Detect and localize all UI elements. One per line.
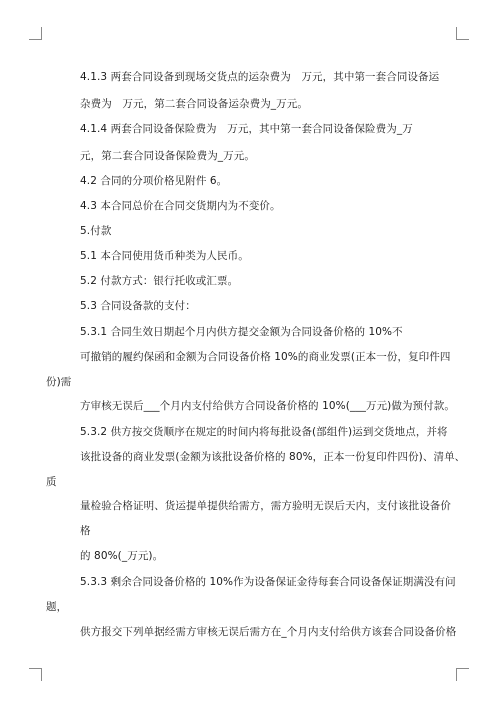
paragraph-5-3-3-line-2: 题， [46, 601, 68, 613]
paragraph-4-3: 4.3 本合同总价在合同交货期内为不变价。 [80, 200, 281, 212]
paragraph-4-1-4-line-2: 元，第二套合同设备保险费为_万元。 [80, 150, 255, 162]
paragraph-5-3: 5.3 合同设备款的支付： [80, 300, 196, 312]
paragraph-5-3-2-line-1: 5.3.2 供方按交货顺序在规定的时间内将每批设备(部组件)运到交货地点，并将 [80, 426, 448, 438]
paragraph-5-3-3-line-1: 5.3.3 剩余合同设备价格的 10%作为设备保证金待每套合同设备保证期满没有问 [80, 576, 456, 588]
paragraph-5-3-2-line-5: 格 [80, 525, 91, 537]
paragraph-4-1-3-line-2: 杂费为 万元，第二套合同设备运杂费为_万元。 [80, 98, 308, 110]
crop-mark-bottom-left [29, 668, 42, 681]
crop-mark-top-right [456, 27, 469, 40]
section-heading-5: 5.付款 [80, 225, 112, 237]
paragraph-5-3-1-line-4: 方审核无误后___个月内支付给供方合同设备价格的 10%(___万元)做为预付款。 [80, 400, 455, 412]
crop-mark-top-left [29, 27, 42, 40]
paragraph-5-3-2-line-3: 质 [46, 476, 57, 488]
paragraph-5-3-2-line-2: 该批设备的商业发票(金额为该批设备价格的 80%，正本一份复印件四份)、清单、 [80, 451, 466, 463]
paragraph-4-1-4-line-1: 4.1.4 两套合同设备保险费为 万元，其中第一套合同设备保险费为_万 [80, 123, 413, 135]
paragraph-5-1: 5.1 本合同使用货币种类为人民币。 [80, 250, 249, 262]
paragraph-4-1-3-line-1: 4.1.3 两套合同设备到现场交货点的运杂费为 万元，其中第一套合同设备运 [80, 71, 440, 83]
paragraph-5-2: 5.2 付款方式：银行托收或汇票。 [80, 275, 239, 287]
paragraph-4-2: 4.2 合同的分项价格见附件 6。 [80, 175, 228, 187]
paragraph-5-3-1-line-2: 可撤销的履约保函和金额为合同设备价格 10%的商业发票(正本一份，复印件四 [80, 351, 451, 363]
paragraph-5-3-2-line-4: 量检验合格证明、货运提单提供给需方，需方验明无误后天内，支付该批设备价 [80, 500, 451, 512]
crop-mark-bottom-right [456, 668, 469, 681]
paragraph-5-3-1-line-1: 5.3.1 合同生效日期起个月内供方提交金额为合同设备价格的 10%不 [80, 326, 403, 338]
paragraph-5-3-3-line-3: 供方报交下列单据经需方审核无误后需方在_个月内支付给供方该套合同设备价格 [80, 626, 457, 638]
paragraph-5-3-2-line-6: 的 80%(_万元)。 [80, 550, 164, 562]
paragraph-5-3-1-line-3: 份)需 [46, 376, 72, 388]
